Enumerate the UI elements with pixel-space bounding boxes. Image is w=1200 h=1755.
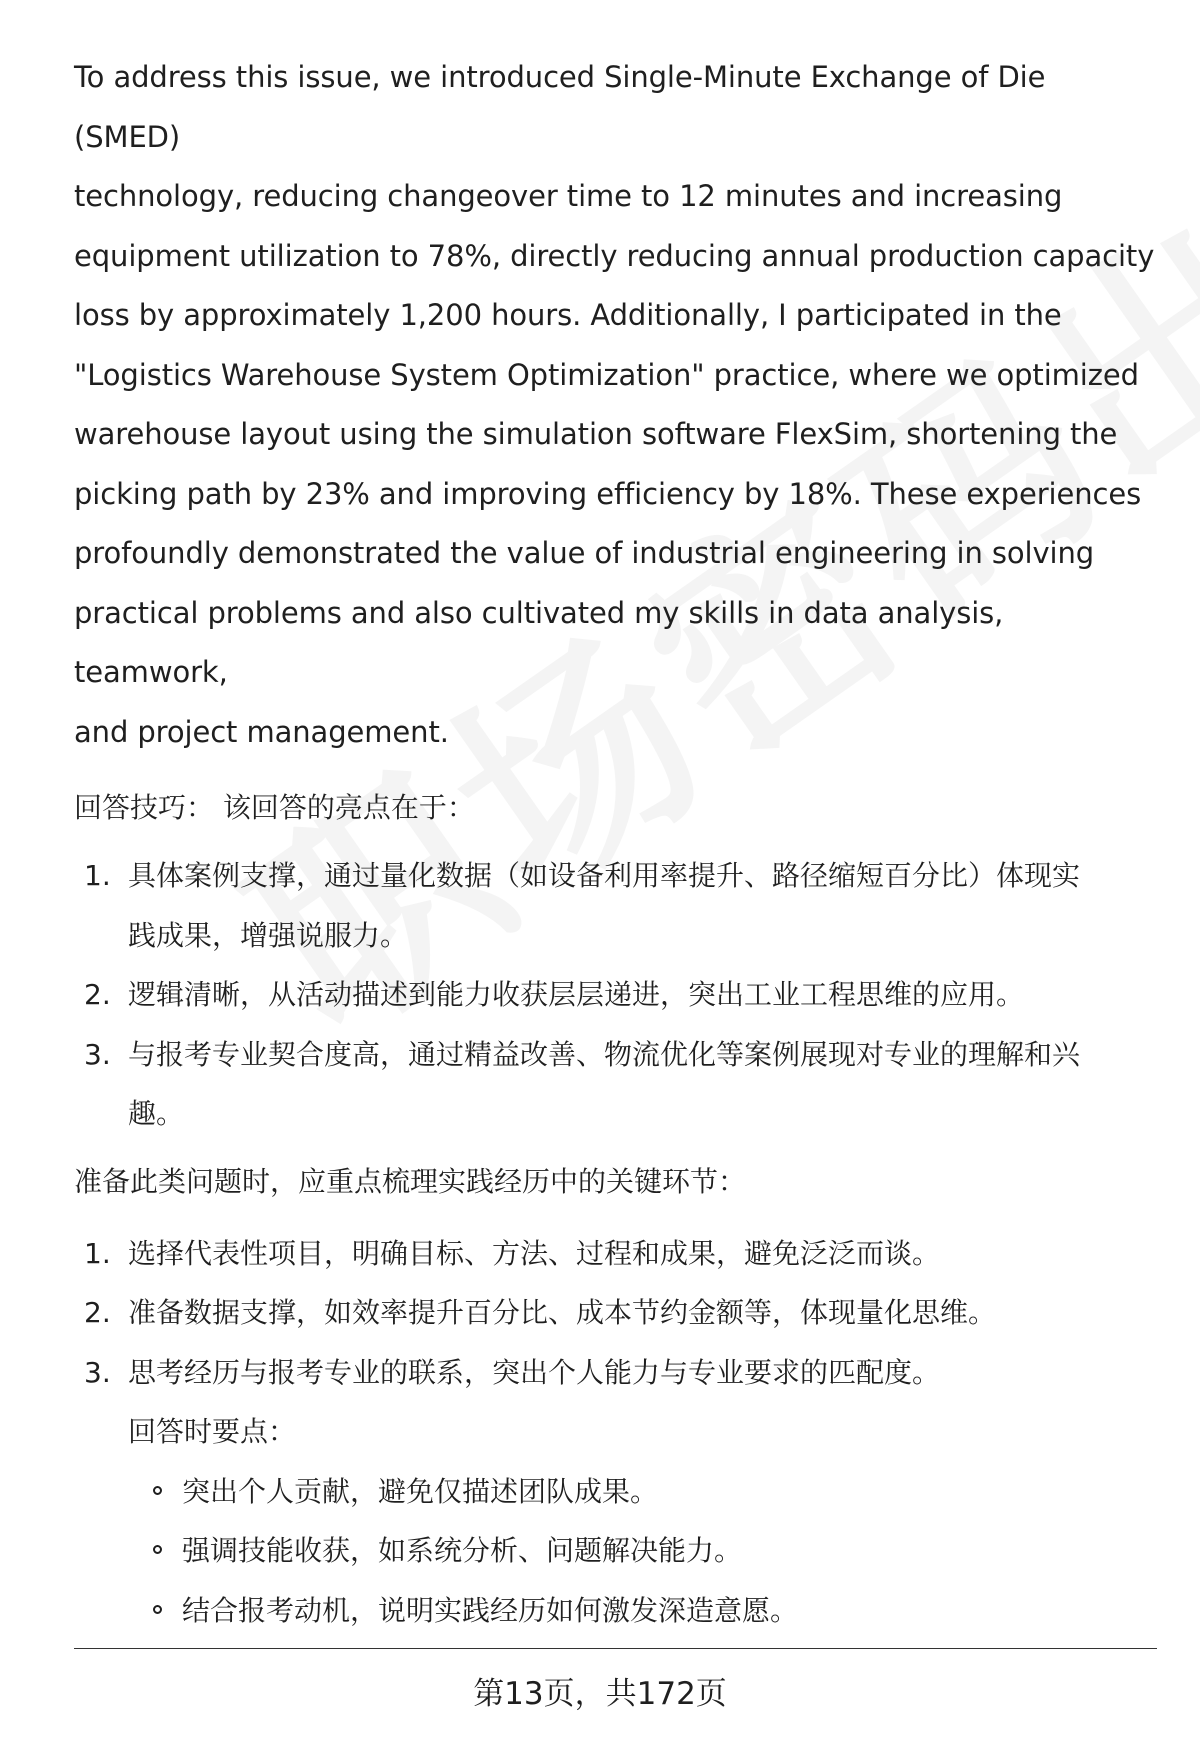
paragraph-line: technology, reducing changeover time to 12 minutes and increasing xyxy=(74,179,1063,213)
document-page xyxy=(74,48,1158,1640)
key-points-heading: 回答时要点： xyxy=(128,1415,297,1448)
circle-bullet-icon xyxy=(153,1605,162,1614)
key-point-item xyxy=(74,1581,1158,1641)
list-item xyxy=(74,1025,1158,1144)
key-point-item xyxy=(74,1521,1158,1581)
list-item xyxy=(74,965,1158,1025)
key-point-text: 结合报考动机，说明实践经历如何激发深造意愿。 xyxy=(182,1593,799,1627)
list-item xyxy=(74,1224,1158,1284)
list-item xyxy=(74,846,1158,965)
list-item-text: 准备数据支撑，如效率提升百分比、成本节约金额等，体现量化思维。 xyxy=(128,1296,997,1329)
paragraph-line: and project management. xyxy=(74,714,449,749)
list-item-line: 逻辑清晰，从活动描述到能力收获层层递进，突出工业工程思维的应用。 xyxy=(128,978,1025,1011)
key-point-text: 强调技能收获，如系统分析、问题解决能力。 xyxy=(182,1534,743,1567)
list-number: 3. xyxy=(84,1037,111,1071)
list-number: 1. xyxy=(84,859,111,892)
list-item xyxy=(74,1283,1158,1343)
list-item-line: 趣。 xyxy=(128,1097,185,1130)
key-point-text: 突出个人贡献，避免仅描述团队成果。 xyxy=(182,1474,659,1508)
prep-list xyxy=(74,1224,1158,1403)
list-item-text: 选择代表性项目，明确目标、方法、过程和成果，避免泛泛而谈。 xyxy=(128,1236,941,1270)
key-point-item xyxy=(74,1462,1158,1522)
list-item-line: 与报考专业契合度高，通过精益改善、物流优化等案例展现对专业的理解和兴 xyxy=(128,1037,1081,1071)
paragraph-line: loss by approximately 1,200 hours. Additionally, I participated in the xyxy=(74,298,1062,332)
paragraph-line: "Logistics Warehouse System Optimization" practice, where we optimized xyxy=(74,357,1139,392)
footer-divider xyxy=(74,1648,1157,1649)
list-item-line: 践成果，增强说服力。 xyxy=(128,918,409,952)
list-item-text: 思考经历与报考专业的联系，突出个人能力与专业要求的匹配度。 xyxy=(128,1355,941,1389)
tips-list xyxy=(74,846,1158,1144)
list-item xyxy=(74,1343,1158,1403)
paragraph-line: picking path by 23% and improving efficiency by 18%. These experiences xyxy=(74,476,1142,511)
body-paragraph xyxy=(74,48,1158,762)
paragraph-line: profoundly demonstrated the value of industrial engineering in solving xyxy=(74,536,1095,570)
circle-bullet-icon xyxy=(153,1545,162,1554)
paragraph-line: equipment utilization to 78%, directly reducing annual production capacity xyxy=(74,238,1155,273)
prep-heading: 准备此类问题时，应重点梳理实践经历中的关键环节： xyxy=(74,1164,747,1198)
paragraph-line: warehouse layout using the simulation software FlexSim, shortening the xyxy=(74,417,1118,451)
list-item-line: 具体案例支撑，通过量化数据（如设备利用率提升、路径缩短百分比）体现实 xyxy=(128,859,1081,892)
list-number: 1. xyxy=(84,1236,111,1270)
list-number: 3. xyxy=(84,1355,111,1389)
page-number: 第13页，共172页 xyxy=(473,1676,727,1712)
list-number: 2. xyxy=(84,1296,111,1329)
paragraph-line: To address this issue, we introduced Single-Minute Exchange of Die (SMED) xyxy=(74,60,1046,154)
tips-heading: 回答技巧： 该回答的亮点在于： xyxy=(74,791,475,824)
list-number: 2. xyxy=(84,978,111,1011)
key-points-list xyxy=(74,1462,1158,1641)
paragraph-line: practical problems and also cultivated my skills in data analysis, teamwork, xyxy=(74,595,1004,689)
circle-bullet-icon xyxy=(153,1486,162,1495)
